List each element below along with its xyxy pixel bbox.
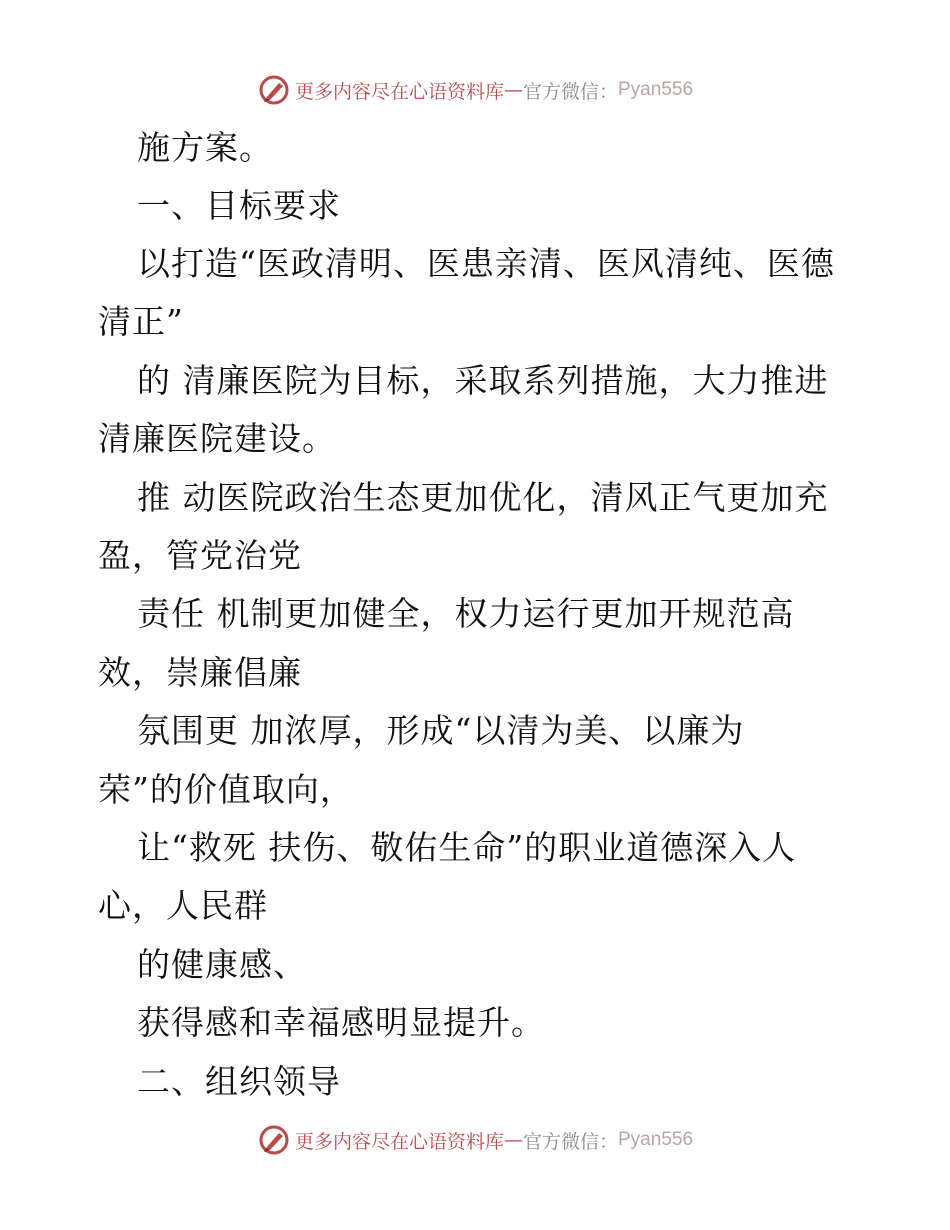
section-heading: 一、目标要求 — [137, 186, 341, 225]
pen-logo-icon — [257, 1123, 291, 1157]
watermark-brand: 更多内容尽在心语资料库 — [294, 80, 504, 103]
text-line: 清正” — [98, 302, 184, 341]
text-line: 获得感和幸福感明显提升。 — [137, 1003, 545, 1042]
text-line: 效，崇廉倡廉 — [98, 653, 302, 692]
text-line: 盈，管党治党 — [98, 536, 302, 575]
watermark-official-label: 官方微信： — [522, 1130, 618, 1153]
watermark-separator: — — [503, 79, 523, 101]
watermark-account: Pyan556 — [618, 79, 694, 100]
section-heading: 二、组织领导 — [137, 1062, 341, 1101]
text-line: 让“救死 扶伤、敬佑生命”的职业道德深入人 — [137, 828, 797, 867]
header-watermark — [0, 70, 950, 110]
text-line: 推 动医院政治生态更加优化，清风正气更加充 — [137, 478, 829, 517]
text-line: 责任 机制更加健全，权力运行更加开规范高 — [137, 594, 795, 633]
watermark-official-label: 官方微信： — [522, 80, 618, 103]
watermark-brand: 更多内容尽在心语资料库 — [294, 1130, 504, 1153]
text-line: 施方案。 — [137, 128, 273, 167]
text-line: 氛围更 加浓厚，形成“以清为美、以廉为 — [137, 711, 745, 750]
text-line: 以打造“医政清明、医患亲清、医风清纯、医德 — [137, 244, 835, 283]
watermark-account: Pyan556 — [618, 1129, 694, 1150]
footer-watermark — [0, 1120, 950, 1160]
text-line: 荣”的价值取向， — [98, 770, 354, 809]
pen-logo-icon — [257, 73, 291, 107]
text-line: 清廉医院建设。 — [98, 419, 336, 458]
watermark-separator: — — [503, 1129, 523, 1151]
text-line: 的 清廉医院为目标，采取系列措施，大力推进 — [137, 361, 829, 400]
text-line: 心，人民群 — [98, 886, 268, 925]
text-line: 的健康感、 — [137, 945, 307, 984]
